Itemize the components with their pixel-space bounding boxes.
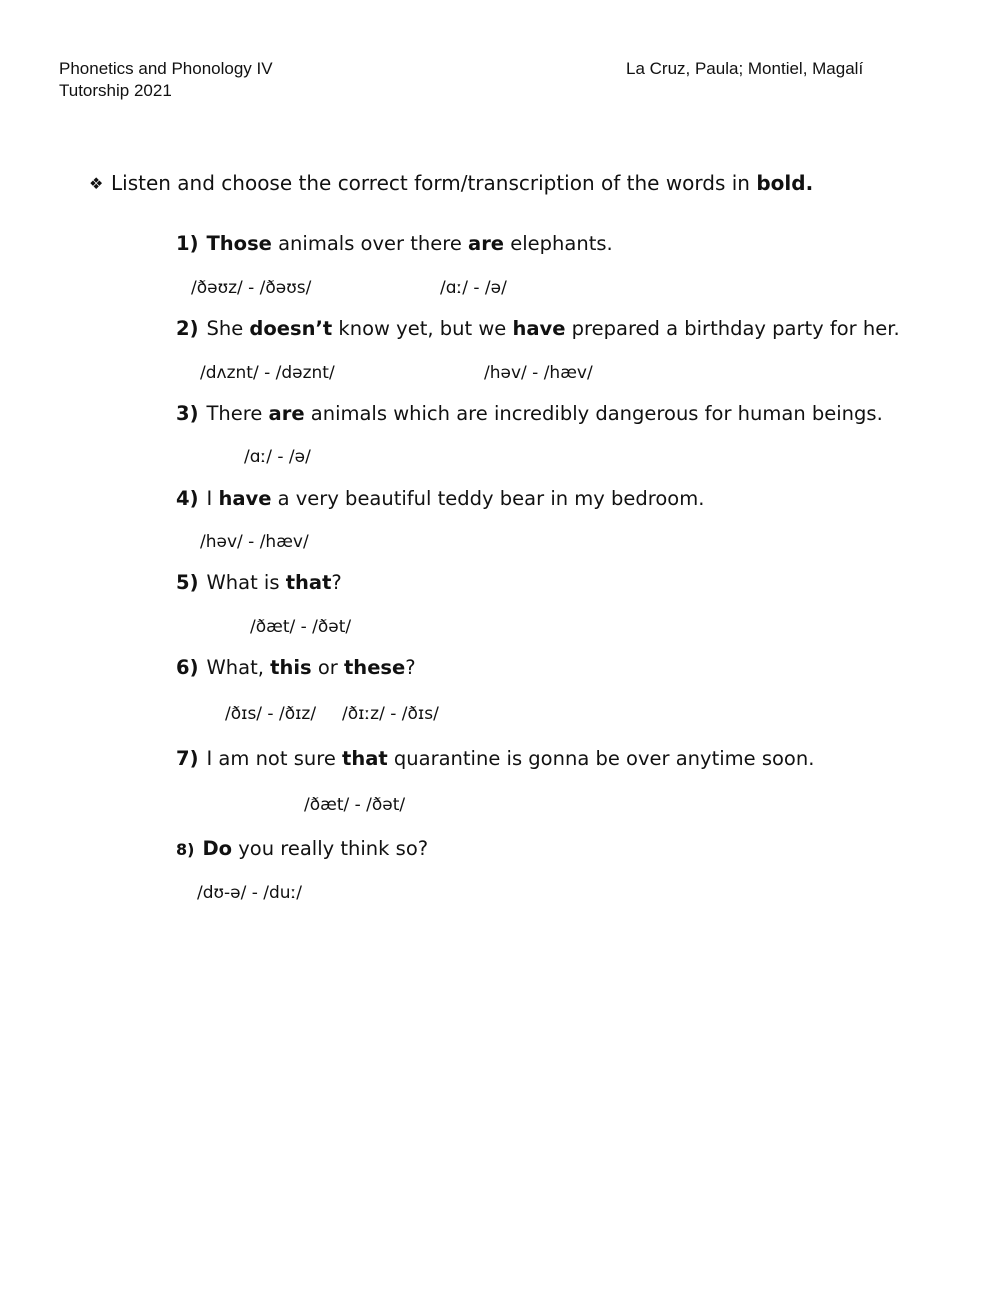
sentence-text: What, (206, 656, 271, 679)
transcription-option[interactable]: /ðɪs/ - /ðɪz/ (225, 704, 317, 724)
transcription-option[interactable]: /ðəʊz/ - /ðəʊs/ (191, 278, 312, 298)
authors: La Cruz, Paula; Montiel, Magalí (626, 59, 864, 78)
diamond-bullet-icon: ❖ (89, 174, 104, 193)
exercise-item-5 (176, 569, 342, 597)
course-title: Phonetics and Phonology IV (59, 59, 273, 78)
sentence-text: you really think so? (232, 837, 429, 860)
target-word: that (342, 747, 388, 770)
transcription-option[interactable]: /dʌznt/ - /dəznt/ (200, 363, 335, 383)
sentence-text: quarantine is gonna be over anytime soon. (387, 747, 815, 770)
transcription-option[interactable]: /həv/ - /hæv/ (484, 363, 593, 383)
target-word: are (468, 232, 505, 255)
target-word: Those (206, 232, 272, 255)
exercise-item-2 (176, 315, 900, 343)
item-number: 5) (176, 571, 199, 594)
sentence-text: There (206, 402, 269, 425)
sentence-text: prepared a birthday party for her. (565, 317, 900, 340)
exercise-item-7 (176, 745, 814, 773)
exercise-item-3 (176, 400, 883, 428)
sentence-text: She (206, 317, 250, 340)
transcription-option[interactable]: /ðæt/ - /ðət/ (304, 795, 406, 815)
instruction (89, 169, 813, 198)
item-number: 8) (176, 840, 195, 859)
exercise-item-1 (176, 230, 613, 258)
sentence-text: or (311, 656, 344, 679)
sentence-text: I (206, 487, 219, 510)
target-word: this (270, 656, 312, 679)
transcription-option[interactable]: /ɑː/ - /ə/ (440, 278, 507, 298)
target-word: have (218, 487, 272, 510)
sentence-text: a very beautiful teddy bear in my bedroom. (271, 487, 705, 510)
instruction-text: Listen and choose the correct form/transcription of the words in (111, 171, 757, 195)
target-word: have (512, 317, 566, 340)
target-word: doesn’t (249, 317, 333, 340)
sentence-text: know yet, but we (332, 317, 513, 340)
transcription-option[interactable]: /ðɪːz/ - /ðɪs/ (342, 704, 439, 724)
exercise-item-4 (176, 485, 704, 513)
course-year: Tutorship 2021 (59, 81, 172, 100)
item-number: 4) (176, 487, 199, 510)
instruction-bold: bold. (756, 171, 814, 195)
target-word: these (343, 656, 406, 679)
sentence-text: ? (405, 656, 416, 679)
target-word: Do (202, 837, 233, 860)
sentence-text: animals over there (271, 232, 469, 255)
sentence-text: I am not sure (206, 747, 343, 770)
sentence-text: ? (331, 571, 342, 594)
transcription-option[interactable]: /dʊ-ə/ - /duː/ (197, 883, 303, 903)
item-number: 1) (176, 232, 199, 255)
exercise-item-8 (176, 835, 428, 864)
target-word: are (268, 402, 305, 425)
sentence-text: animals which are incredibly dangerous for human beings. (304, 402, 883, 425)
transcription-option[interactable]: /ðæt/ - /ðət/ (250, 617, 352, 637)
transcription-option[interactable]: /ɑː/ - /ə/ (244, 447, 311, 467)
sentence-text: What is (206, 571, 286, 594)
item-number: 2) (176, 317, 199, 340)
item-number: 3) (176, 402, 199, 425)
item-number: 6) (176, 656, 199, 679)
target-word: that (285, 571, 332, 594)
item-number: 7) (176, 747, 199, 770)
sentence-text: elephants. (504, 232, 613, 255)
exercise-item-6 (176, 654, 416, 682)
transcription-option[interactable]: /həv/ - /hæv/ (200, 532, 309, 552)
